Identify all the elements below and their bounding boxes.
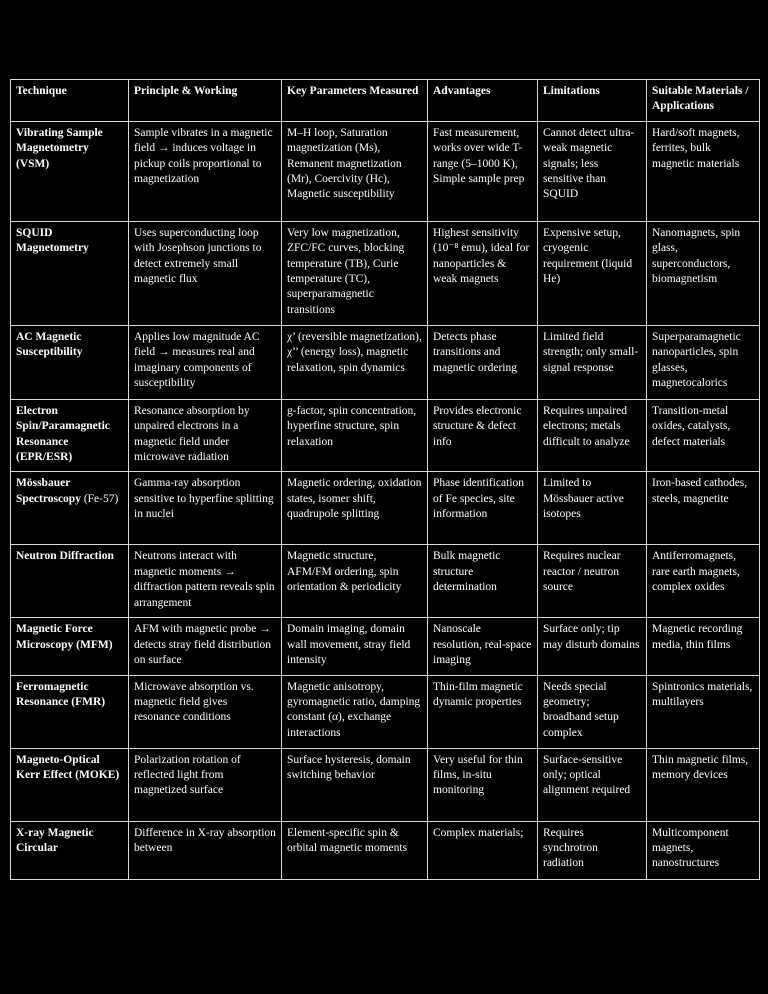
limitations-cell: Requires unpaired electrons; metals difficult to analyze: [538, 399, 647, 472]
technique-cell: [11, 221, 129, 325]
technique-cell: [11, 399, 129, 472]
limitations-cell: Cannot detect ultra-weak magnetic signals; less sensitive than SQUID: [538, 121, 647, 221]
parameters-cell: Magnetic ordering, oxidation states, isomer shift, quadrupole splitting: [282, 472, 428, 545]
limitations-cell: Surface only; tip may disturb domains: [538, 618, 647, 675]
applications-cell: Antiferromagnets, rare earth magnets, complex oxides: [647, 545, 760, 618]
applications-cell: Nanomagnets, spin glass, superconductors, biomagnetism: [647, 221, 760, 325]
table-row: [11, 399, 760, 472]
applications-cell: Superparamagnetic nanoparticles, spin glasses, magnetocalorics: [647, 325, 760, 399]
principle-cell: Uses superconducting loop with Josephson junctions to detect extremely small magnetic flux: [129, 221, 282, 325]
parameters-cell: Magnetic structure, AFM/FM ordering, spin orientation & periodicity: [282, 545, 428, 618]
technique-note: (Fe-57): [80, 492, 119, 505]
parameters-cell: Surface hysteresis, domain switching behavior: [282, 748, 428, 821]
advantages-cell: Bulk magnetic structure determination: [428, 545, 538, 618]
principle-cell: Polarization rotation of reflected light from magnetized surface: [129, 748, 282, 821]
technique-name: Magnetic Force Microscopy (MFM): [16, 623, 113, 651]
header-parameters: Key Parameters Measured: [282, 80, 428, 122]
advantages-cell: Phase identification of Fe species, site information: [428, 472, 538, 545]
technique-cell: [11, 675, 129, 748]
limitations-cell: Requires synchrotron radiation: [538, 821, 647, 879]
applications-cell: Thin magnetic films, memory devices: [647, 748, 760, 821]
advantages-cell: Detects phase transitions and magnetic ordering: [428, 325, 538, 399]
limitations-cell: Requires nuclear reactor / neutron source: [538, 545, 647, 618]
parameters-cell: Magnetic anisotropy, gyromagnetic ratio, damping constant (α), exchange interactions: [282, 675, 428, 748]
technique-name: Neutron Diffraction: [16, 550, 114, 563]
table-row: [11, 675, 760, 748]
technique-cell: [11, 748, 129, 821]
advantages-cell: Highest sensitivity (10⁻⁸ emu), ideal for nanoparticles & weak magnets: [428, 221, 538, 325]
applications-cell: Spintronics materials, multilayers: [647, 675, 760, 748]
techniques-table: [10, 79, 760, 880]
technique-name: Ferromagnetic Resonance (FMR): [16, 680, 106, 709]
advantages-cell: Provides electronic structure & defect info: [428, 399, 538, 472]
technique-name: X-ray Magnetic Circular: [16, 826, 94, 855]
applications-cell: Transition-metal oxides, catalysts, defect materials: [647, 399, 760, 472]
header-technique: Technique: [11, 80, 129, 122]
technique-name: Mössbauer Spectroscopy: [16, 477, 81, 505]
table-row: [11, 121, 760, 221]
header-advantages: Advantages: [428, 80, 538, 122]
limitations-cell: Limited to Mössbauer active isotopes: [538, 472, 647, 545]
principle-cell: Microwave absorption vs. magnetic field gives resonance conditions: [129, 675, 282, 748]
table-row: [11, 545, 760, 618]
technique-name: Magneto-Optical Kerr Effect (MOKE): [16, 753, 120, 782]
table-row: [11, 821, 760, 879]
advantages-cell: Very useful for thin films, in-situ monitoring: [428, 748, 538, 821]
principle-cell: Applies low magnitude AC field → measures real and imaginary components of susceptibility: [129, 325, 282, 399]
table-row: [11, 325, 760, 399]
technique-cell: [11, 545, 129, 618]
technique-name: AC Magnetic Susceptibility: [16, 330, 83, 359]
header-principle: Principle & Working: [129, 80, 282, 122]
table-row: [11, 748, 760, 821]
applications-cell: Iron-based cathodes, steels, magnetite: [647, 472, 760, 545]
technique-name: SQUID Magnetometry: [16, 226, 89, 255]
technique-name: Electron Spin/Paramagnetic Resonance (EPR/ESR): [16, 404, 110, 464]
parameters-cell: Domain imaging, domain wall movement, stray field intensity: [282, 618, 428, 675]
header-limitations: Limitations: [538, 80, 647, 122]
limitations-cell: Surface-sensitive only; optical alignment required: [538, 748, 647, 821]
parameters-cell: Element-specific spin & orbital magnetic moments: [282, 821, 428, 879]
parameters-cell: χ’ (reversible magnetization), χ’’ (energy loss), magnetic relaxation, spin dynamics: [282, 325, 428, 399]
advantages-cell: Fast measurement, works over wide T-range (5–1000 K), Simple sample prep: [428, 121, 538, 221]
table-row: [11, 618, 760, 675]
principle-cell: Sample vibrates in a magnetic field → induces voltage in pickup coils proportional to magnetization: [129, 121, 282, 221]
applications-cell: Multicomponent magnets, nanostructures: [647, 821, 760, 879]
technique-cell: [11, 325, 129, 399]
technique-cell: [11, 121, 129, 221]
limitations-cell: Needs special geometry; broadband setup complex: [538, 675, 647, 748]
technique-cell: [11, 821, 129, 879]
table-row: [11, 221, 760, 325]
parameters-cell: Very low magnetization, ZFC/FC curves, blocking temperature (TB), Curie temperature (TC), superparamagnetic transitions: [282, 221, 428, 325]
applications-cell: Magnetic recording media, thin films: [647, 618, 760, 675]
advantages-cell: Complex materials;: [428, 821, 538, 879]
limitations-cell: Limited field strength; only small-signal response: [538, 325, 647, 399]
table-header-row: [11, 80, 760, 122]
table-row: [11, 472, 760, 545]
technique-cell: [11, 472, 129, 545]
limitations-cell: Expensive setup, cryogenic requirement (liquid He): [538, 221, 647, 325]
principle-cell: Resonance absorption by unpaired electrons in a magnetic field under microwave radiation: [129, 399, 282, 472]
parameters-cell: g-factor, spin concentration, hyperfine structure, spin relaxation: [282, 399, 428, 472]
principle-cell: Difference in X-ray absorption between: [129, 821, 282, 879]
applications-cell: Hard/soft magnets, ferrites, bulk magnetic materials: [647, 121, 760, 221]
principle-cell: AFM with magnetic probe → detects stray field distribution on surface: [129, 618, 282, 675]
technique-cell: [11, 618, 129, 675]
parameters-cell: M–H loop, Saturation magnetization (Ms), Remanent magnetization (Mr), Coercivity (Hc), Magnetic susceptibility: [282, 121, 428, 221]
header-applications: Suitable Materials / Applications: [647, 80, 760, 122]
advantages-cell: Nanoscale resolution, real-space imaging: [428, 618, 538, 675]
advantages-cell: Thin-film magnetic dynamic properties: [428, 675, 538, 748]
technique-name: Vibrating Sample Magnetometry (VSM): [16, 126, 103, 170]
principle-cell: Gamma-ray absorption sensitive to hyperfine splitting in nuclei: [129, 472, 282, 545]
principle-cell: Neutrons interact with magnetic moments → diffraction pattern reveals spin arrangement: [129, 545, 282, 618]
